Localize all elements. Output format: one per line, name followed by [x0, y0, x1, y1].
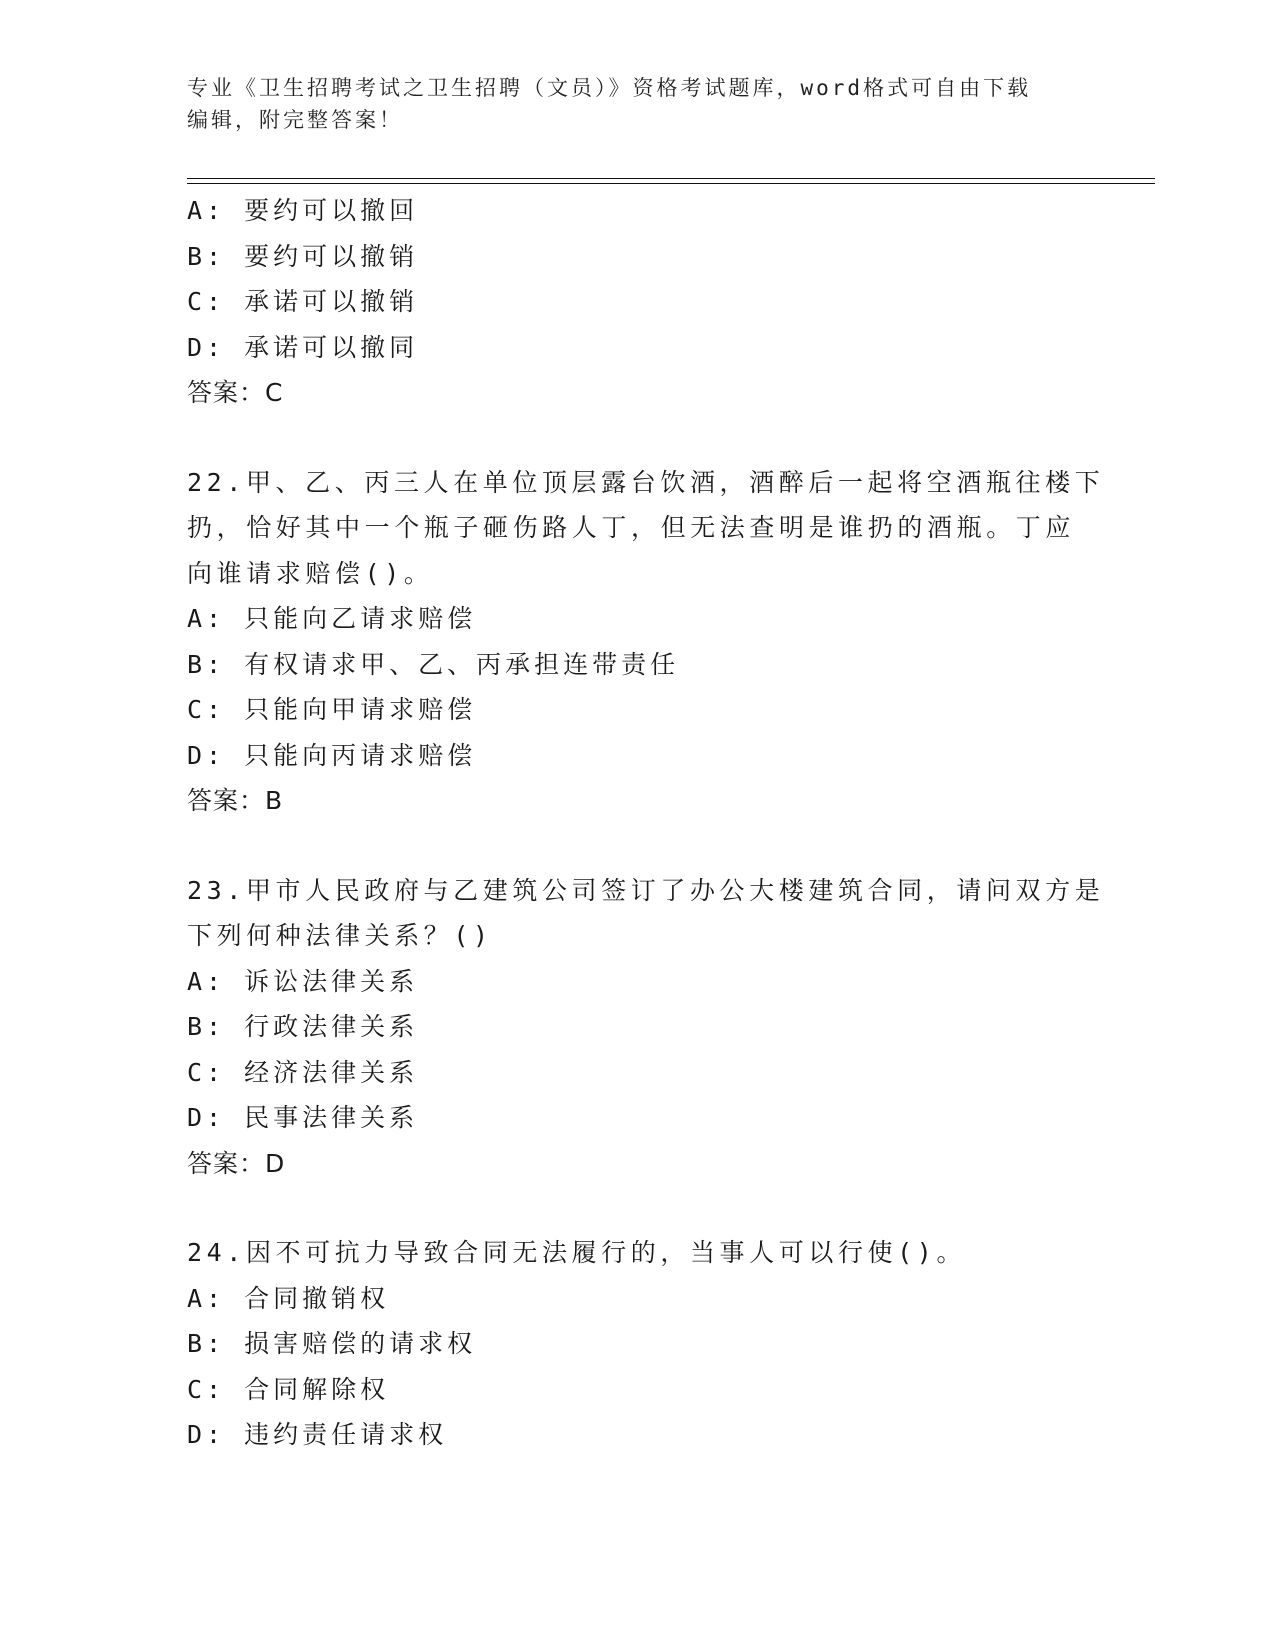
question-stem: 下列何种法律关系？()	[187, 921, 493, 950]
answer-line: 答案：D	[187, 1148, 286, 1178]
option-c: C: 经济法律关系	[187, 1057, 419, 1087]
option-b: B: 要约可以撤销	[187, 241, 419, 271]
answer-line: 答案：C	[187, 378, 284, 407]
header-line: 专业《卫生招聘考试之卫生招聘（文员）》资格考试题库，word格式可自由下载	[187, 76, 1032, 100]
option-d: D: 承诺可以撤同	[187, 332, 419, 362]
option-c: C: 只能向甲请求赔偿	[187, 695, 477, 724]
spacer	[187, 1186, 1087, 1230]
option-d: D: 民事法律关系	[187, 1103, 419, 1132]
question-list	[187, 188, 1105, 1458]
question-stem: 扔，恰好其中一个瓶子砸伤路人丁，但无法查明是谁扔的酒瓶。丁应	[187, 513, 1076, 542]
option-d: D: 只能向丙请求赔偿	[187, 740, 477, 770]
question-23	[187, 868, 1105, 1187]
option-a: A: 诉讼法律关系	[187, 966, 419, 996]
question-stem: 向谁请求赔偿()。	[187, 558, 434, 588]
spacer	[187, 824, 1087, 868]
document-header	[187, 72, 1067, 136]
question-21	[187, 188, 1087, 416]
header-divider	[187, 178, 1155, 179]
question-stem: 23.甲市人民政府与乙建筑公司签订了办公大楼建筑合同，请问双方是	[187, 875, 1105, 905]
option-a: A: 只能向乙请求赔偿	[187, 604, 477, 633]
option-a: A: 要约可以撤回	[187, 196, 419, 225]
question-stem: 24.因不可抗力导致合同无法履行的，当事人可以行使()。	[187, 1238, 967, 1267]
question-stem: 22.甲、乙、丙三人在单位顶层露台饮酒，酒醉后一起将空酒瓶往楼下	[187, 467, 1105, 497]
option-b: B: 损害赔偿的请求权	[187, 1329, 477, 1358]
answer-line: 答案：B	[187, 786, 284, 815]
question-24	[187, 1230, 1087, 1458]
option-c: C: 承诺可以撤销	[187, 287, 419, 316]
option-b: B: 行政法律关系	[187, 1012, 419, 1041]
option-a: A: 合同撤销权	[187, 1283, 390, 1313]
option-d: D: 违约责任请求权	[187, 1420, 448, 1449]
header-line: 编辑，附完整答案！	[187, 108, 403, 132]
header-divider	[187, 183, 1155, 184]
option-c: C: 合同解除权	[187, 1374, 390, 1404]
question-22	[187, 460, 1105, 824]
spacer	[187, 416, 1087, 460]
option-b: B: 有权请求甲、乙、丙承担连带责任	[187, 649, 680, 679]
